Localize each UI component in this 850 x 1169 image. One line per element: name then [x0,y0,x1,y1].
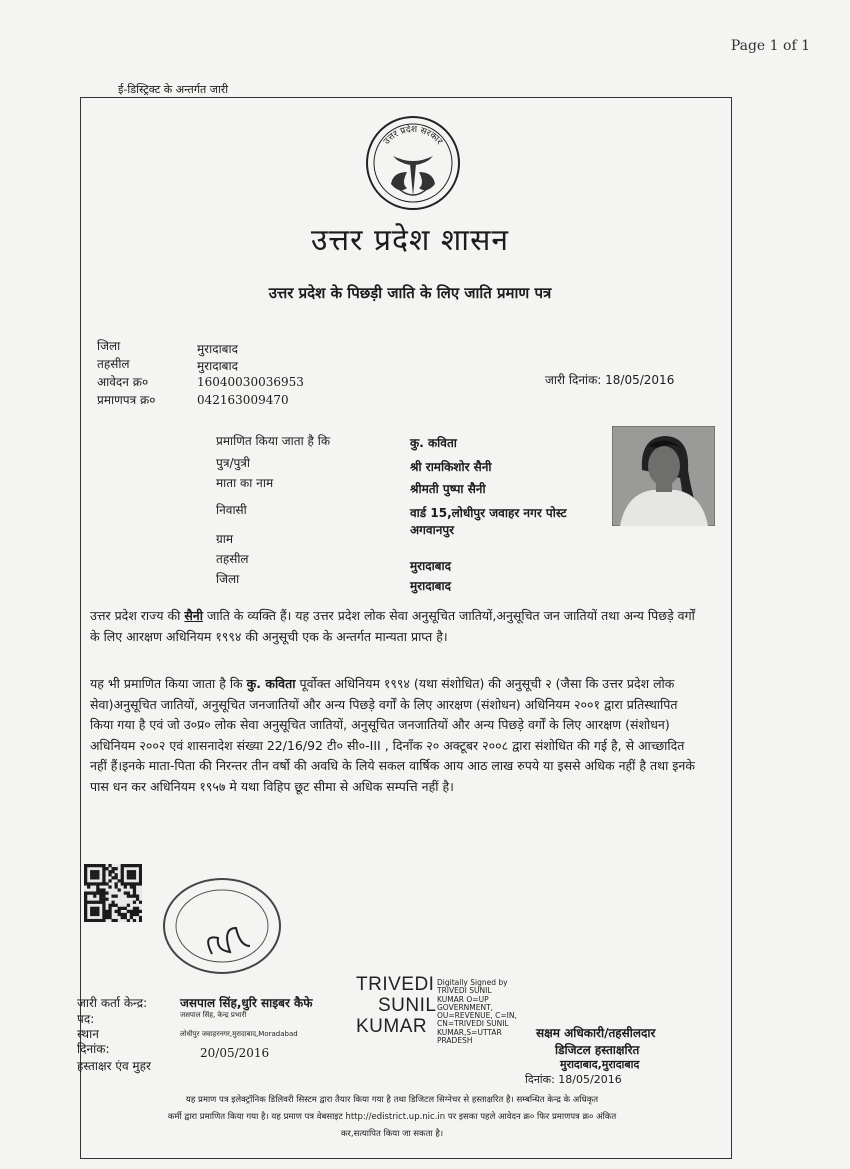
resident-label: निवासी [216,503,247,517]
detail-district-value: मुरादाबाद [410,579,452,593]
paragraph2-start: यह भी प्रमाणित किया जाता है कि [90,676,247,691]
dsig-line: KUMAR O=UP [437,994,489,1004]
application-number-label: आवेदन क्र० [97,375,149,389]
signer-line-2: SUNIL [378,995,437,1016]
tehsil-label: तहसील [97,357,130,371]
father-name: श्री रामकिशोर सैनी [410,460,492,474]
dsig-line: TRIVEDI SUNIL [437,986,492,996]
district-label: जिला [97,339,121,353]
post-value: जसपाल सिंह, केन्द्र प्रभारी [180,1011,247,1019]
paragraph1-start: उत्तर प्रदेश राज्य की [90,608,185,623]
footer-line-3: कर,सत्यापित किया जा सकता है। [340,1129,444,1139]
mother-name: श्रीमती पुष्पा सैनी [410,482,486,496]
official-seal-stamp [160,876,284,976]
place-label: स्थान [77,1027,99,1041]
authority-title: सक्षम अधिकारी/तहसीलदार [536,1026,656,1040]
dsig-line: KUMAR,S=UTTAR [437,1027,502,1037]
paragraph2-end: पूर्वोक्त अधिनियम १९९४ (यथा संशोधित) की अनुसूची २ (जैसा कि उत्तर प्रदेश लोक सेवा)अनुसूचित जातियों, अनुसूचित जनजातियों और अन्य पिछड़े वर्गों के लिए आरक्षण (संशोधन) अधिनियम २००१ द्वारा प्रतिस्थापित किया गया है एवं जो उ०प्र० लोक सेवा अनुसूचित जातियों, अनुसूचित जनजातियों और अन्य पिछड़े वर्गों के लिए आरक्षण (संशोधन) अधिनियम २००२ एवं शासनादेश संख्या 22/16/92 टी० सी०-III , दिनाँक २० अक्टूबर २००८ द्वारा संशोधित की गई है, से आच्छादित नहीं हैं।इनके माता-पिता की निरन्तर तीन वर्षो की अवधि के लिये सकल वार्षिक आय आठ लाख रुपये या इससे अधिक नहीं है तथा इनके पास धन कर अधिनियम १९५७ मे यथा विहिप छूट सीमा से अधिक सम्पत्ति नहीं है। [90,676,695,794]
dsig-line: Digitally Signed by [437,978,508,987]
issuing-center-label: जारी कर्ता केन्द्र: [77,996,148,1010]
paragraph1-end: जाति के व्यक्ति हैं। यह उत्तर प्रदेश लोक सेवा अनुसूचित जातियों,अनुसूचित जन जातियों तथा अन्य पिछड़े वर्गों के लिए आरक्षण अधिनियम १९९४ की अनुसूची एक के अन्तर्गत मान्यता प्राप्त है। [90,608,695,644]
digital-signer-name [356,974,436,1037]
authority-digitally-signed: डिजिटल हस्ताक्षरित [555,1043,640,1057]
caste-declaration-paragraph [90,606,696,647]
certified-label: प्रमाणित किया जाता है कि [216,434,331,448]
authority-date: दिनांक: 18/05/2016 [525,1073,622,1086]
detail-tehsil-value: मुरादाबाद [410,559,452,573]
application-number-value: 16040030036953 [197,375,304,389]
page-number: Page 1 of 1 [730,38,810,54]
certificate-number-label: प्रमाणपत्र क्र० [97,393,156,407]
certificate-number-value: 042163009470 [197,393,289,407]
signature-seal-label: हस्ताक्षर एंव मुहर [77,1059,151,1073]
paragraph2-name: कु. कविता [246,676,296,691]
address-line-2: अगवानपुर [410,523,455,537]
eligibility-paragraph [90,674,696,797]
svg-text:उत्तर प्रदेश सरकार: उत्तर प्रदेश सरकार [382,124,445,147]
government-title: उत्तर प्रदेश शासन [310,223,509,258]
dsig-line: GOVERNMENT, [437,1002,494,1012]
qr-code [84,864,142,922]
footer-line-1: यह प्रमाण पत्र इलेक्ट्रॉनिक डिलिवरी सिस्टम द्वारा तैयार किया गया है तथा डिजिटल सिग्नेचर से हस्ताक्षरित है। सम्बन्धित केन्द्र के अधिकृत [185,1095,599,1105]
village-label: ग्राम [216,532,234,546]
issued-under-note: ई-डिस्ट्रिक्ट के अन्तर्गत जारी [114,82,232,97]
district-value: मुरादाबाद [197,342,239,356]
detail-district-label: जिला [216,572,240,586]
applicant-photo [612,426,715,526]
detail-tehsil-label: तहसील [216,552,249,566]
dsig-line: CN=TRIVEDI SUNIL [437,1019,509,1029]
mother-name-label: माता का नाम [216,476,274,490]
issuer-date: 20/05/2016 [200,1046,270,1060]
post-label: पद: [77,1012,95,1026]
certificate-title: उत्तर प्रदेश के पिछड़ी जाति के लिए जाति प्रमाण पत्र [268,284,552,302]
signer-line-1: TRIVEDI [356,974,435,995]
address-line-1: वार्ड 15,लोधीपुर जवाहर नगर पोस्ट [410,506,567,520]
authority-location: मुरादाबाद,मुरादाबाद [560,1058,640,1071]
child-of-label: पुत्र/पुत्री [216,456,251,470]
date-label: दिनांक: [77,1042,110,1056]
issue-date: जारी दिनांक: 18/05/2016 [545,373,675,387]
signer-line-3: KUMAR [356,1016,428,1037]
footer-line-2: कर्मी द्वारा प्रमाणित किया गया है। यह प्रमाण पत्र वेबसाइट http://edistrict.up.nic.in पर इसका पहले आवेदन क्र० फिर प्रमाणपत्र क्र० अंकित [167,1112,617,1122]
up-government-emblem-icon [363,114,463,212]
dsig-line: OU=REVENUE, C=IN, [437,1011,517,1021]
dsig-line: PRADESH [437,1036,473,1046]
issuing-center-value: जसपाल सिंह,धुरि साइबर कैफे [180,996,313,1010]
digital-signature-details [437,979,527,1045]
verification-footer [86,1092,698,1143]
applicant-name: कु. कविता [410,436,457,450]
caste-name: सैनी [184,608,203,623]
tehsil-value: मुरादाबाद [197,359,239,373]
place-value: लोधीपुर जवाहरनगर,मुरादाबाद,Moradabad [180,1030,298,1038]
